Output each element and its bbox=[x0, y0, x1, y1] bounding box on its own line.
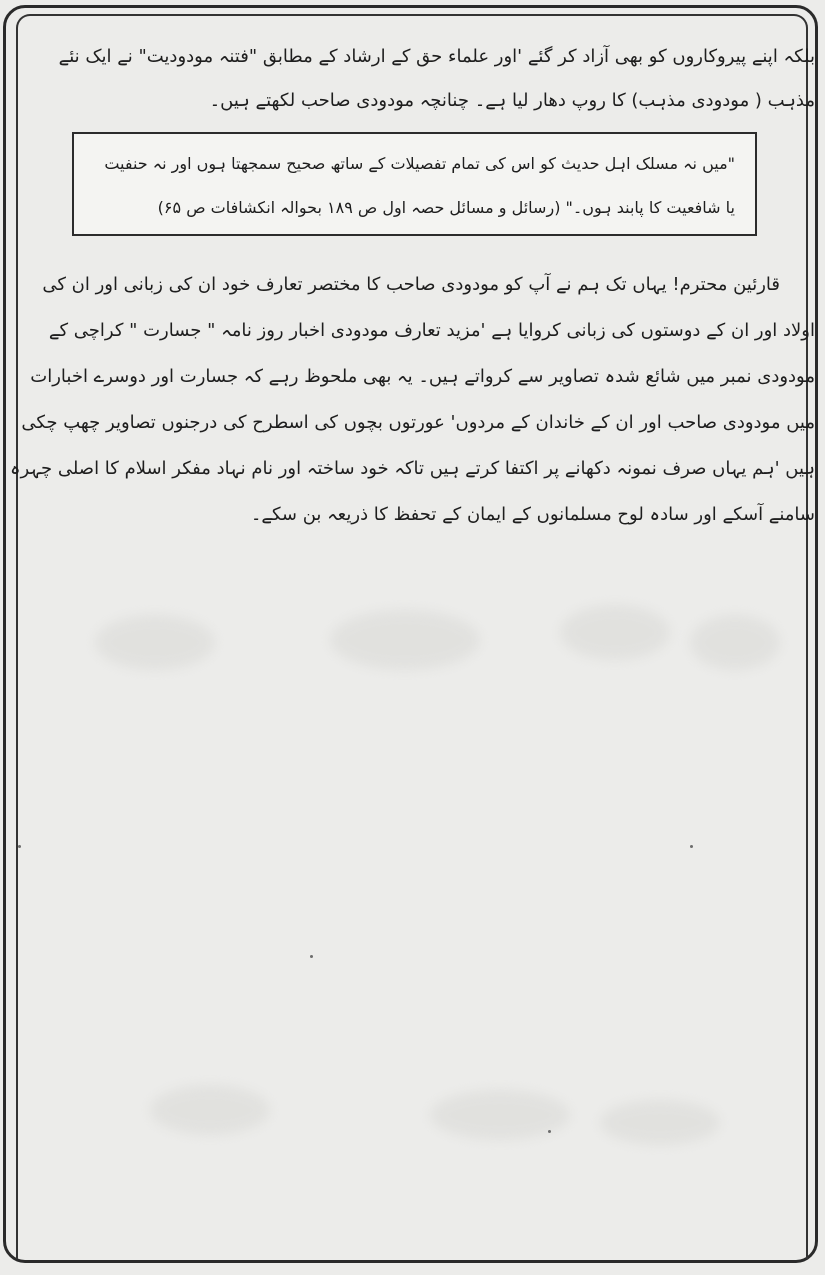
scan-smudge bbox=[600, 1100, 720, 1145]
scan-speck bbox=[548, 1130, 551, 1133]
paragraph-line-5: ہیں 'ہم یہاں صرف نمونہ دکھانے پر اکتفا کرتے ہیں تاکہ خود ساختہ اور نام نہاد مفکر اسلام کا اصلی چہرہ bbox=[9, 458, 815, 479]
paragraph-line-4: میں مودودی صاحب اور ان کے خاندان کے مردوں' عورتوں بچوں کی اسطرح کی درجنوں تصاویر چھپ چکی bbox=[21, 412, 815, 433]
intro-line-2: مذہب ( مودودی مذہب) کا روپ دھار لیا ہے۔ چنانچہ مودودی صاحب لکھتے ہیں۔ bbox=[209, 90, 815, 111]
scan-speck bbox=[690, 845, 693, 848]
scan-smudge bbox=[330, 610, 480, 670]
scan-speck bbox=[18, 845, 21, 848]
scan-smudge bbox=[690, 615, 780, 670]
quote-line-1: "میں نہ مسلک اہل حدیث کو اس کی تمام تفصیلات کے ساتھ صحیح سمجھتا ہوں اور نہ حنفیت bbox=[104, 154, 735, 173]
paragraph-line-1: قارئین محترم! یہاں تک ہم نے آپ کو مودودی صاحب کا مختصر تعارف خود ان کی زبانی اور ان کی bbox=[42, 274, 780, 295]
quote-line-2: یا شافعیت کا پابند ہوں۔" (رسائل و مسائل حصہ اول ص ۱۸۹ بحوالہ انکشافات ص ۶۵) bbox=[157, 198, 735, 217]
scan-smudge bbox=[560, 605, 670, 660]
paragraph-line-2: اولاد اور ان کے دوستوں کی زبانی کروایا ہے 'مزید تعارف مودودی اخبار روز نامہ " جسارت " کراچی کے bbox=[48, 320, 815, 341]
scan-smudge bbox=[150, 1085, 270, 1135]
scan-speck bbox=[310, 955, 313, 958]
paragraph-line-6: سامنے آسکے اور سادہ لوح مسلمانوں کے ایمان کے تحفظ کا ذریعہ بن سکے۔ bbox=[250, 504, 815, 525]
quote-box bbox=[72, 132, 757, 236]
scan-smudge bbox=[95, 615, 215, 670]
paragraph-line-3: مودودی نمبر میں شائع شدہ تصاویر سے کرواتے ہیں۔ یہ بھی ملحوظ رہے کہ جسارت اور دوسرے اخبارات bbox=[30, 366, 815, 387]
intro-line-1: بلکہ اپنے پیروکاروں کو بھی آزاد کر گئے 'اور علماء حق کے ارشاد کے مطابق "فتنہ مودودیت" نے ایک نئے bbox=[58, 46, 815, 67]
